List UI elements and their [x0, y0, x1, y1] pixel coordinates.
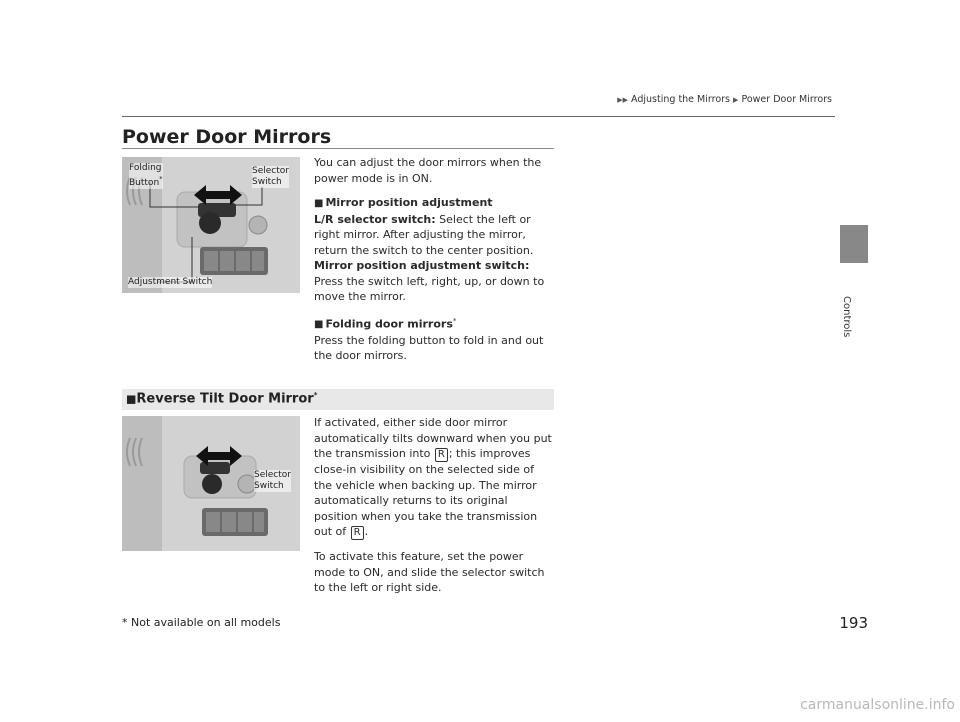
label-selector-switch: Selector Switch: [252, 166, 289, 187]
label-selector-switch-2: Selector Switch: [254, 470, 291, 491]
position-switch-paragraph: Mirror position adjustment switch: Press the switch left, right, up, or down to move the mirror.: [314, 259, 545, 303]
footnote: * Not available on all models: [122, 616, 281, 629]
label-folding-button: Folding Button*: [129, 163, 163, 188]
chapter-tab: [840, 225, 868, 263]
reverse-tilt-text-block: [314, 415, 554, 596]
watermark[interactable]: carmanualsonline.info: [800, 697, 955, 713]
header-divider: [122, 116, 835, 117]
gear-r-key: R: [435, 448, 448, 462]
breadcrumb-part2[interactable]: Power Door Mirrors: [741, 94, 832, 105]
black-square-icon: ■: [126, 392, 137, 406]
intro-text-block: [314, 155, 554, 364]
chapter-label: Controls: [841, 296, 852, 338]
reverse-tilt-section-header: ■Reverse Tilt Door Mirror*: [122, 389, 554, 410]
breadcrumb-part1[interactable]: Adjusting the Mirrors: [631, 94, 730, 105]
mirror-adjust-heading: ■ Mirror position adjustment: [314, 196, 493, 209]
reverse-tilt-heading: Reverse Tilt Door Mirror: [136, 391, 314, 407]
lr-selector-paragraph: L/R selector switch: Select the left or right mirror. After adjusting the mirror, return the switch to the center position.: [314, 212, 534, 257]
intro-paragraph: You can adjust the door mirrors when the power mode is in ON.: [314, 156, 542, 185]
title-divider: [122, 148, 554, 149]
black-square-icon: ■: [314, 319, 324, 331]
label-adjustment-switch: Adjustment Switch: [128, 277, 213, 287]
reverse-tilt-paragraph: If activated, either side door mirror automatically tilts downward when you put the transmission into R ; this improves close-in visibility on the selected side of the vehicle when backing up. The mirror automatically returns to its original position when you take the transmission out of R .: [314, 416, 552, 538]
breadcrumb: [600, 94, 832, 105]
gear-r-key: R: [351, 526, 364, 540]
breadcrumb-arrow-icon: ▶▶: [617, 96, 628, 104]
folding-heading: ■ Folding door mirrors*: [314, 316, 457, 331]
page-title: Power Door Mirrors: [122, 126, 332, 148]
breadcrumb-arrow-icon: ▶: [733, 96, 739, 104]
page-number: 193: [839, 614, 868, 632]
activation-paragraph: To activate this feature, set the power mode to ON, and slide the selector switch to the left or right side.: [314, 550, 545, 594]
black-square-icon: ■: [314, 198, 324, 209]
folding-paragraph: Press the folding button to fold in and out the door mirrors.: [314, 333, 544, 363]
